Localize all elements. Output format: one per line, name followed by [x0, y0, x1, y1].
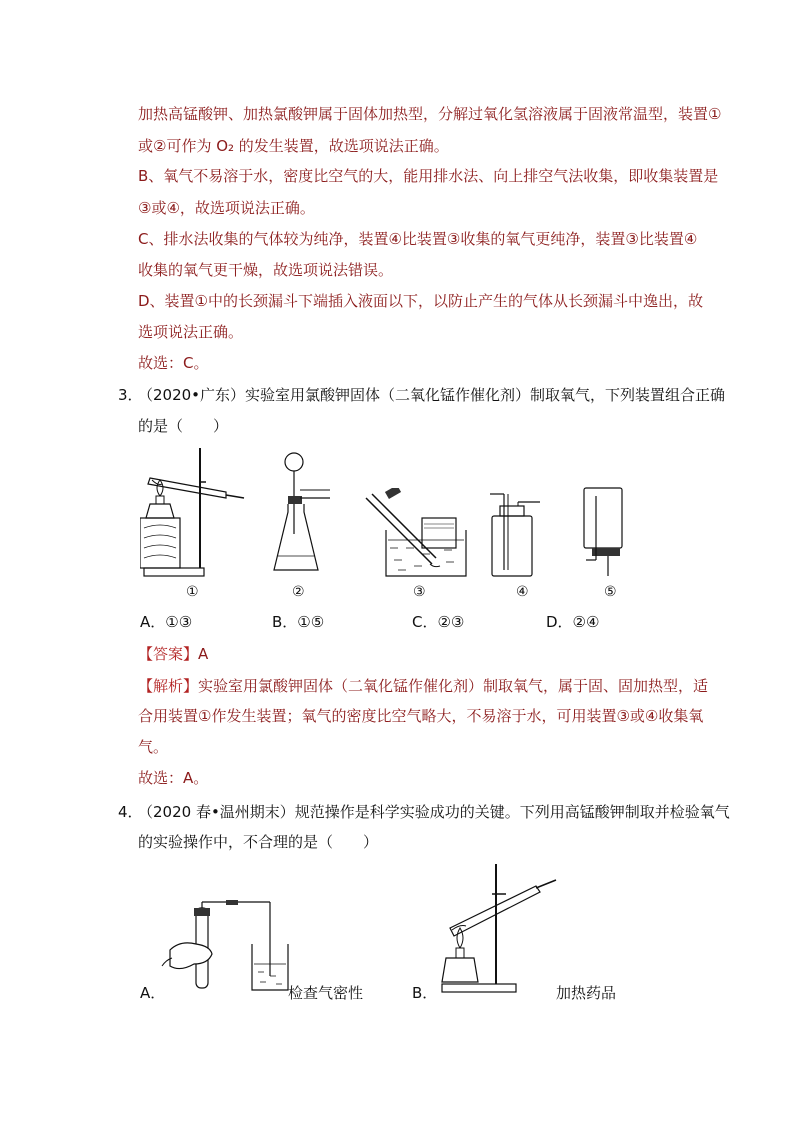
explanation-line-7: D、装置①中的长颈漏斗下端插入液面以下，以防止产生的气体从长颈漏斗中逸出，故 [138, 292, 704, 310]
question-3-stem-line-1: （2020•广东）实验室用氯酸钾固体（二氧化锰作催化剂）制取氧气，下列装置组合正确 [138, 386, 726, 404]
question-4-number: 4． [118, 803, 143, 821]
answer-value: A [198, 645, 209, 663]
question-3-number: 3． [118, 386, 143, 404]
question-4-stem-line-1: （2020 春•温州期末）规范操作是科学实验成功的关键。下列用高锰酸钾制取并检验氧气 [138, 803, 730, 821]
apparatus-4-bottle-figure [488, 490, 544, 580]
apparatus-5-label: ⑤ [604, 584, 617, 600]
apparatus-3-label: ③ [413, 584, 426, 600]
apparatus-3-water-trough-figure [358, 488, 470, 580]
explanation-line-2: 或②可作为 O₂ 的发生装置，故选项说法正确。 [138, 137, 449, 155]
explanation-line-6: 收集的氧气更干燥，故选项说法错误。 [138, 261, 394, 279]
explanation-line-3: B、氧气不易溶于水，密度比空气的大，能用排水法、向上排空气法收集，即收集装置是 [138, 167, 719, 185]
apparatus-5-inverted-bottle-figure [578, 486, 634, 582]
apparatus-4-label: ④ [516, 584, 529, 600]
explanation-choice: 故选：C。 [138, 354, 209, 372]
option-b-label[interactable]: B． [412, 984, 438, 1002]
option-b-caption: 加热药品 [556, 984, 617, 1002]
option-a-label[interactable]: A． [140, 984, 166, 1002]
explanation-line-8: 选项说法正确。 [138, 323, 244, 341]
analysis-text-1: 实验室用氯酸钾固体（二氧化锰作催化剂）制取氧气，属于固、固加热型，适 [198, 677, 709, 695]
analysis-line-1 [138, 676, 708, 696]
analysis-tag: 【解析】 [138, 677, 199, 695]
apparatus-1-heating-figure [140, 442, 250, 580]
apparatus-2-flask-figure [270, 452, 332, 578]
explanation-line-1: 加热高锰酸钾、加热氯酸钾属于固体加热型，分解过氧化氢溶液属于固液常温型，装置① [138, 105, 722, 123]
answer-tag: 【答案】 [138, 645, 199, 663]
explanation-line-5: C、排水法收集的气体较为纯净，装置④比装置③收集的氧气更纯净，装置③比装置④ [138, 230, 698, 248]
answer-line [138, 644, 208, 664]
question-3-choice: 故选：A。 [138, 769, 209, 787]
option-b-heating-figure [436, 858, 560, 998]
apparatus-2-label: ② [292, 584, 305, 600]
option-c[interactable]: C．②③ [412, 613, 465, 631]
question-4-stem-line-2: 的实验操作中，不合理的是（ ） [138, 833, 379, 851]
question-3-stem-line-2: 的是（ ） [138, 417, 229, 435]
option-a-airtight-figure [160, 900, 290, 996]
option-b[interactable]: B．①⑤ [272, 613, 325, 631]
option-d[interactable]: D．②④ [546, 613, 600, 631]
analysis-line-2: 合用装置①作发生装置；氧气的密度比空气略大，不易溶于水，可用装置③或④收集氧 [138, 707, 704, 725]
option-a[interactable]: A．①③ [140, 613, 193, 631]
explanation-line-4: ③或④，故选项说法正确。 [138, 199, 315, 217]
apparatus-1-label: ① [186, 584, 199, 600]
option-a-caption: 检查气密性 [288, 984, 364, 1002]
analysis-line-3: 气。 [138, 738, 169, 756]
